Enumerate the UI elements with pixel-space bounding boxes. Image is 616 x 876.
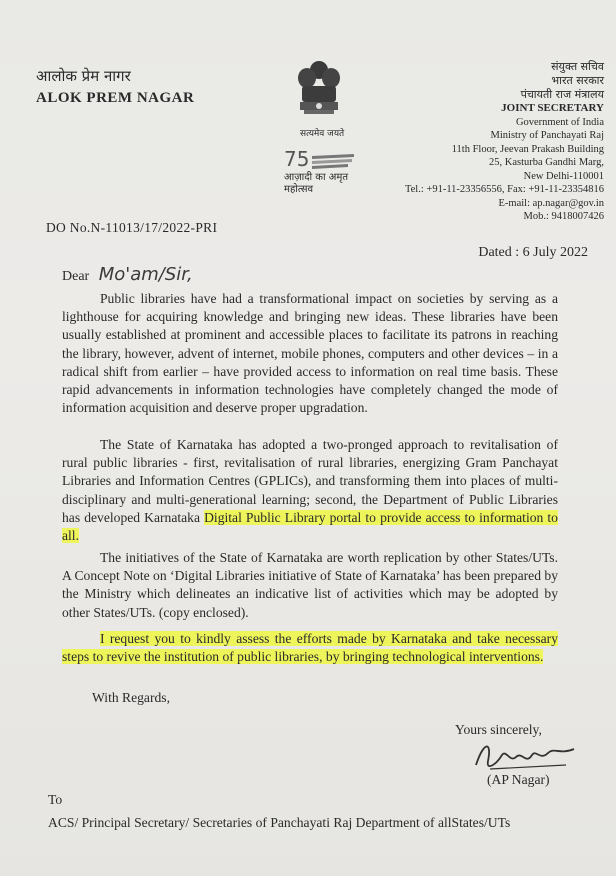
address-line: E-mail: ap.nagar@gov.in [498,197,604,209]
salutation-text: Dear [62,269,90,284]
emblem-motto: सत्यमेव जयते [300,129,345,139]
paragraph-4-highlight: I request you to kindly assess the efforts made by Karnataka and take necessary steps to revive the institution of public libraries, by bringing technological interventions. [62,631,558,665]
paragraph-2-highlight: Digital Public Library portal to provide access to information to all. [62,509,558,544]
salutation [62,264,193,285]
to-label: To [48,792,63,807]
address-line: Government of India [515,116,604,128]
letter-date: Dated : 6 July 2022 [478,245,588,260]
salutation-handwritten: Mo'am/Sir, [98,264,193,285]
paragraph-2-text: The State of Karnataka has adopted a two-pronged approach to revitalisation of rural public libraries - first, revitalisation of rural libraries, energizing Gram Panchayat Libraries and Information Centres (GPLICs), and transforming them into places of multi-disciplinary and multi-generational learning; second, the Department of Public Libraries has developed Karnataka [62,437,558,525]
paragraph-1: Public libraries have had a transformational impact on societies by serving as a lighthouse for acquiring knowledge and bringing new ideas. These libraries have been usually established at prominent and accessible places to facilitate its patrons in reaching the library, however, advent of internet, mobile phones, computers and other devices – in a radical shift from earlier – have provided access to information on real time basis. These rapid advancements in information technologies have completely changed the mode of information acquisition and deserve proper upgradation. [62,291,558,416]
closing-yours: Yours sincerely, [455,722,542,737]
signatory-name: (AP Nagar) [487,772,550,787]
azadi-logo-text: आज़ादी का अमृत महोत्सव [284,172,349,195]
designation: JOINT SECRETARY [501,102,604,114]
address-line: Mob.: 9418007426 [523,211,604,222]
paragraph-4 [62,630,558,666]
do-number: DO No.N-11013/17/2022-PRI [46,220,218,235]
signature-icon [470,735,580,777]
closing-regards: With Regards, [92,690,170,705]
letterhead-address-block [405,60,604,224]
addressee: ACS/ Principal Secretary/ Secretaries of Panchayati Raj Department of allStates/UTs [48,815,511,830]
sender-name-hindi: आलोक प्रेम नागर [36,67,131,85]
hindi-line: पंचायती राज मंत्रालय [520,88,604,101]
address-line: 11th Floor, Jeevan Prakash Building [451,143,604,155]
address-line: Tel.: +91-11-23356556, Fax: +91-11-23354816 [404,184,604,195]
sender-name-english: ALOK PREM NAGAR [36,90,195,106]
paragraph-2 [62,436,558,545]
address-line: New Delhi-110001 [523,170,604,182]
azadi-logo-icon [282,146,362,172]
paragraph-3: The initiatives of the State of Karnataka are worth replication by other States/UTs. A Concept Note on ‘Digital Libraries initiative of State of Karnataka’ has been prepared by the Ministry which delineates an indicative list of activities which may be adopted by other States/UTs. (copy enclosed). [62,550,558,620]
national-emblem-icon [292,58,346,126]
address-line: Ministry of Panchayati Raj [490,130,604,141]
svg-text:75: 75 [284,147,310,171]
hindi-line: संयुक्त सचिव [551,60,604,73]
hindi-line: भारत सरकार [551,74,604,87]
address-line: 25, Kasturba Gandhi Marg, [489,157,604,168]
